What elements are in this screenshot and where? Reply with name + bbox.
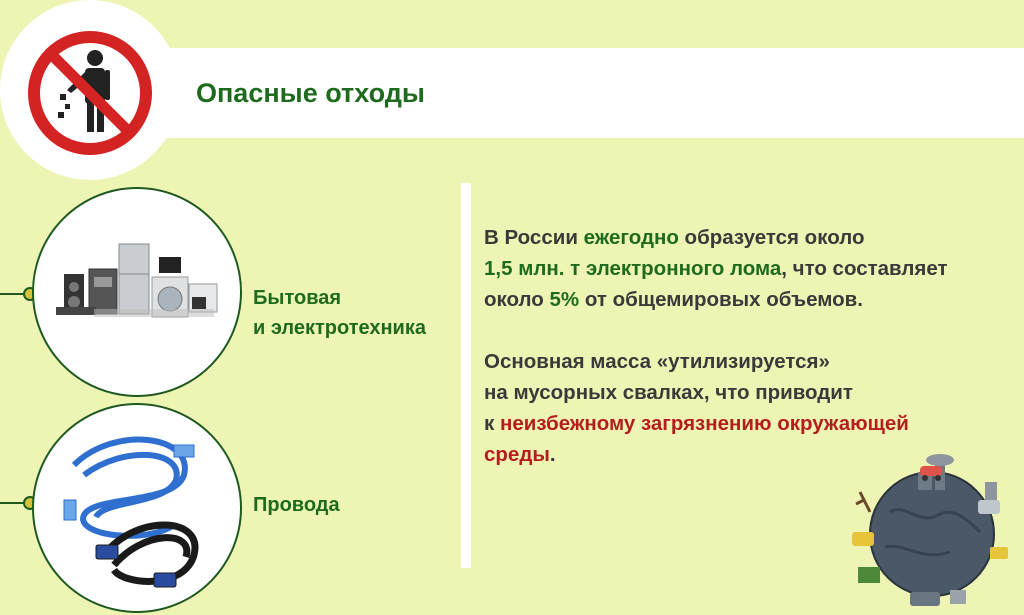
paragraph2-line2: на мусорных свалках, что приводит [484, 381, 853, 404]
page-title: Опасные отходы [196, 78, 425, 108]
category-label-appliances [253, 283, 426, 343]
paragraph2-line3 [484, 408, 1014, 439]
home-appliances-image [34, 189, 242, 397]
paragraph2-line1: Основная масса «утилизируется» [484, 350, 830, 373]
category-label-line1: Провода [253, 494, 340, 516]
cables-image [32, 403, 242, 613]
category-label-line2: и электротехника [253, 317, 426, 339]
text-segment: от общемировых объемов. [579, 288, 863, 311]
text-segment: около [484, 288, 550, 311]
logo-badge [0, 0, 180, 180]
paragraph1-line1 [484, 222, 1014, 253]
highlight-pollution: неизбежному загрязнению окружающей [499, 412, 909, 435]
paragraph1-line3 [484, 284, 1014, 315]
category-label-line1: Бытовая [253, 287, 342, 309]
text-segment: образуется около [678, 226, 865, 249]
polluted-globe-illustration [850, 452, 1020, 612]
highlight-amount: 1,5 млн. т электронного лома [484, 257, 782, 280]
info-text [484, 222, 1014, 470]
text-segment: . [549, 443, 556, 466]
vertical-divider [461, 183, 471, 568]
highlight-annually: ежегодно [583, 226, 679, 249]
no-littering-icon [27, 30, 153, 156]
highlight-percent: 5% [549, 288, 580, 311]
paragraph1-line2 [484, 253, 1014, 284]
highlight-environment: среды [484, 443, 550, 466]
text-segment: , что составляет [781, 257, 948, 280]
cables-image-illustration [34, 405, 242, 613]
category-label-cables [253, 490, 340, 520]
text-segment: В России [484, 226, 584, 249]
paragraph-gap [484, 315, 1014, 346]
appliances-image [32, 187, 242, 397]
text-segment: к [484, 412, 500, 435]
